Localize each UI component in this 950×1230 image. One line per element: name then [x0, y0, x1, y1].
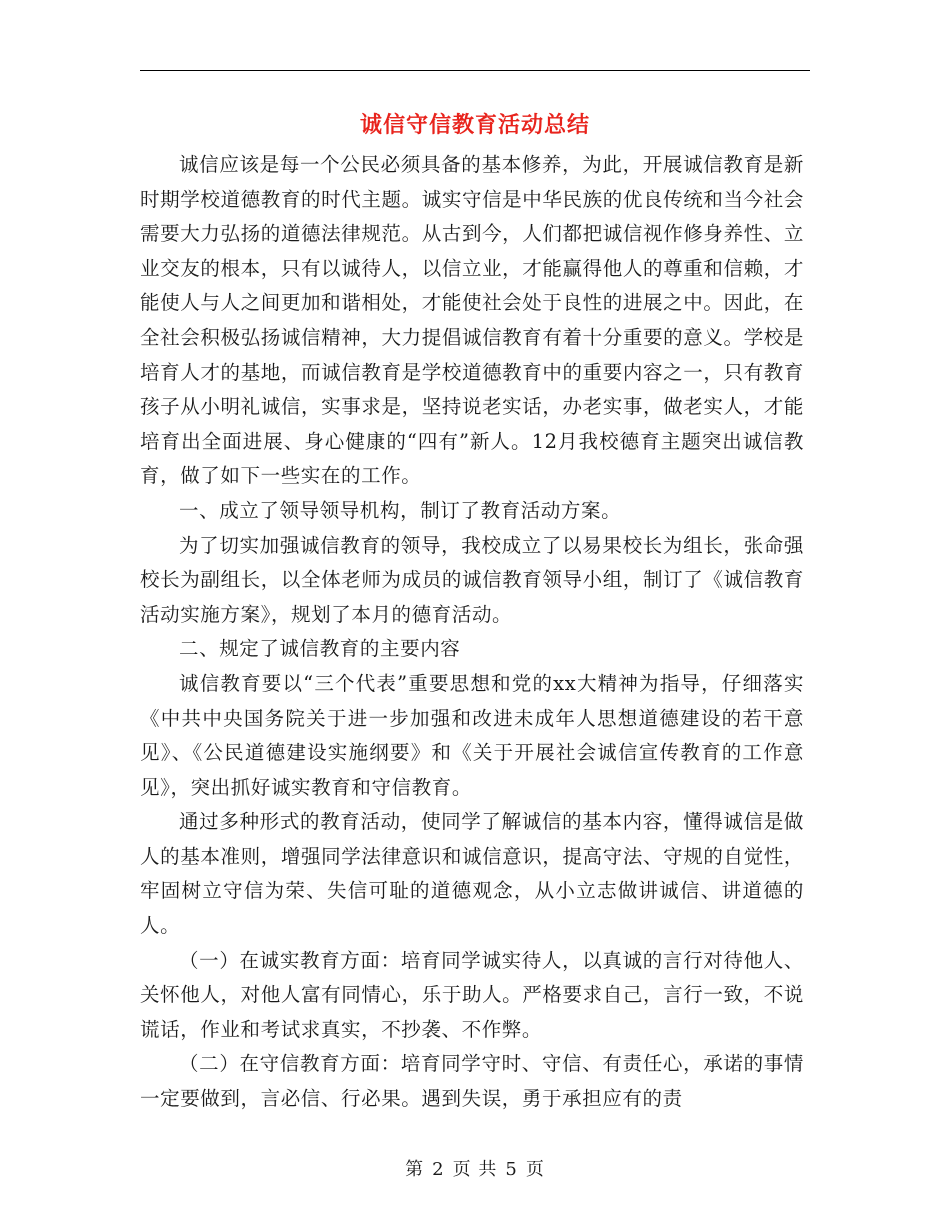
header-rule — [140, 70, 810, 71]
section-heading: 二、规定了诚信教育的主要内容 — [179, 637, 461, 661]
paragraph: 诚信应该是每一个公民必须具备的基本修养，为此，开展诚信教育是新时期学校道德教育的时代主题。诚实守信是中华民族的优良传统和当今社会需要大力弘扬的道德法律规范。从古到今，人们都把诚信视作修身养性、立业交友的根本，只有以诚待人，以信立业，才能赢得他人的尊重和信赖，才能使人与人之间更加和谐相处，才能使社会处于良性的进展之中。因此，在全社会积极弘扬诚信精神，大力提倡诚信教育有着十分重要的意义。学校是培育人才的基地，而诚信教育是学校道德教育中的重要内容之一，只有教育孩子从小明礼诚信，实事求是，坚持说老实话，办老实事，做老实人，才能培育出全面进展、身心健康的“四有”新人。12月我校德育主题突出诚信教育，做了如下一些实在的工作。 — [140, 153, 804, 488]
paragraph: 通过多种形式的教育活动，使同学了解诚信的基本内容，懂得诚信是做人的基本准则，增强同学法律意识和诚信意识，提高守法、守规的自觉性，牢固树立守信为荣、失信可耻的道德观念，从小立志做讲诚信、讲道德的人。 — [140, 810, 804, 938]
document-body — [140, 148, 804, 1117]
section-heading: 一、成立了领导领导机构，制订了教育活动方案。 — [179, 498, 622, 522]
total-pages-number: 5 — [505, 1159, 518, 1180]
paragraph: 为了切实加强诚信教育的领导，我校成立了以易果校长为组长，张命强校长为副组长，以全体老师为成员的诚信教育领导小组，制订了《诚信教育活动实施方案》，规划了本月的德育活动。 — [140, 533, 804, 626]
document-title: 诚信守信教育活动总结 — [359, 112, 590, 138]
paragraph: （二）在守信教育方面：培育同学守时、守信、有责任心，承诺的事情一定要做到，言必信、行必果。遇到失误，勇于承担应有的责 — [140, 1052, 804, 1111]
page-footer — [0, 1155, 950, 1181]
current-page-number: 2 — [432, 1159, 445, 1180]
paragraph: 诚信教育要以“三个代表”重要思想和党的xx大精神为指导，仔细落实《中共中央国务院关于进一步加强和改进未成年人思想道德建设的若干意见》、《公民道德建设实施纲要》和《关于开展社会诚信宣传教育的工作意见》，突出抓好诚实教育和守信教育。 — [140, 671, 804, 799]
paragraph: （一）在诚实教育方面：培育同学诚实待人，以真诚的言行对待他人、关怀他人，对他人富有同情心，乐于助人。严格要求自己，言行一致，不说谎话，作业和考试求真实，不抄袭、不作弊。 — [140, 948, 804, 1041]
page-label-mid: 页 共 — [452, 1159, 498, 1180]
page-label-suffix: 页 — [525, 1159, 545, 1180]
page-label-prefix: 第 — [405, 1159, 425, 1180]
